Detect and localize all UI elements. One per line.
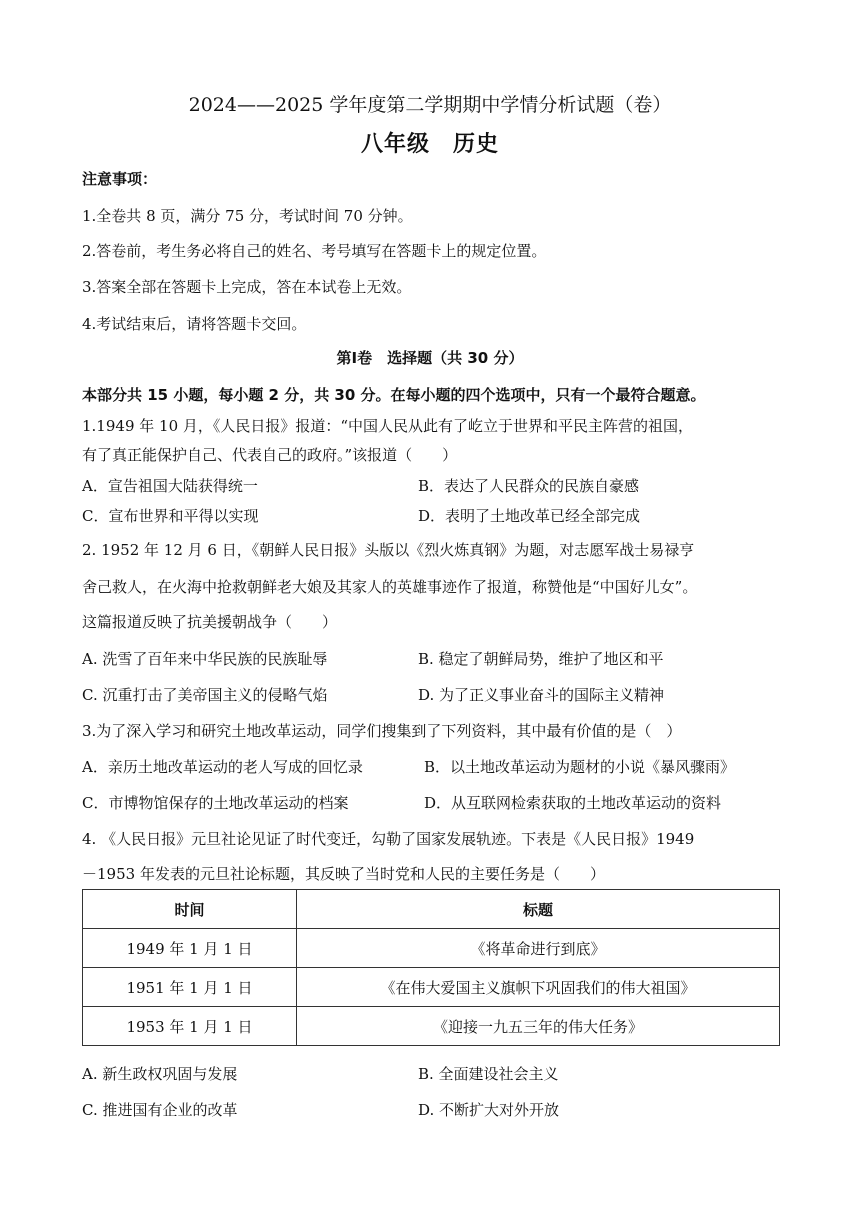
q4-option-a: A. 新生政权巩固与发展 [82,1065,238,1083]
section-heading: 第Ⅰ卷 选择题（共 30 分） [336,349,524,367]
table-row [83,968,780,1007]
q1-stem-line: 有了真正能保护自己、代表自己的政府。”该报道（ ） [82,446,458,464]
table-cell-date: 1951 年 1 月 1 日 [83,968,297,1007]
notice-item: 2.答卷前，考生务必将自己的姓名、考号填写在答题卡上的规定位置。 [82,242,547,260]
q2-option-a: A. 洗雪了百年来中华民族的民族耻辱 [82,650,328,668]
table-row [83,929,780,968]
exam-title: 2024——2025 学年度第二学期期中学情分析试题（卷） [188,94,672,116]
table-header-row [83,890,780,929]
q2-option-b: B. 稳定了朝鲜局势，维护了地区和平 [418,650,664,668]
table-cell-date: 1953 年 1 月 1 日 [83,1007,297,1046]
q4-option-d: D. 不断扩大对外开放 [418,1101,560,1119]
table-cell-date: 1949 年 1 月 1 日 [83,929,297,968]
q1-option-d: D．表明了土地改革已经全部完成 [418,507,641,525]
table-cell-title: 《迎接一九五三年的伟大任务》 [297,1007,780,1046]
q2-stem-line: 2. 1952 年 12 月 6 日，《朝鲜人民日报》头版以《烈火炼真钢》为题，对志愿军战士易禄亨 [82,541,695,559]
exam-subtitle: 八年级 历史 [360,132,499,157]
notice-heading: 注意事项： [82,170,158,188]
table-header-time: 时间 [83,890,297,929]
q2-option-d: D. 为了正义事业奋斗的国际主义精神 [418,686,665,704]
q3-option-d: D．从互联网检索获取的土地改革运动的资料 [424,794,722,812]
table-cell-title: 《将革命进行到底》 [297,929,780,968]
notice-item: 1.全卷共 8 页，满分 75 分，考试时间 70 分钟。 [82,207,413,225]
q4-stem-line: 4. 《人民日报》元旦社论见证了时代变迁，勾勒了国家发展轨迹。下表是《人民日报》1949 [82,830,695,848]
q3-option-b: B．以土地改革运动为题材的小说《暴风骤雨》 [424,758,736,776]
table-cell-title: 《在伟大爱国主义旗帜下巩固我们的伟大祖国》 [297,968,780,1007]
table-row [83,1007,780,1046]
q1-option-a: A．宣告祖国大陆获得统一 [82,477,258,495]
q3-option-a: A．亲历土地改革运动的老人写成的回忆录 [82,758,363,776]
q2-option-c: C. 沉重打击了美帝国主义的侵略气焰 [82,686,328,704]
q4-option-c: C. 推进国有企业的改革 [82,1101,238,1119]
q4-option-b: B. 全面建设社会主义 [418,1065,559,1083]
notice-item: 3.答案全部在答题卡上完成，答在本试卷上无效。 [82,278,412,296]
q4-stem-line: －1953 年发表的元旦社论标题，其反映了当时党和人民的主要任务是（ ） [82,865,605,883]
q3-option-c: C．市博物馆保存的土地改革运动的档案 [82,794,349,812]
q2-stem-line: 这篇报道反映了抗美援朝战争（ ） [82,613,338,631]
notice-item: 4.考试结束后，请将答题卡交回。 [82,315,307,333]
q1-option-b: B．表达了人民群众的民族自豪感 [418,477,640,495]
q3-stem-line: 3.为了深入学习和研究土地改革运动，同学们搜集到了下列资料，其中最有价值的是（ ） [82,722,682,740]
q1-option-c: C．宣布世界和平得以实现 [82,507,259,525]
q1-stem-line: 1.1949 年 10 月，《人民日报》报道：“中国人民从此有了屹立于世界和平民主阵营的祖国， [82,417,694,435]
editorial-table [82,889,780,1046]
q2-stem-line: 舍己救人，在火海中抢救朝鲜老大娘及其家人的英雄事迹作了报道，称赞他是“中国好儿女”。 [82,578,698,596]
table-header-title: 标题 [297,890,780,929]
section-instruction: 本部分共 15 小题，每小题 2 分，共 30 分。在每小题的四个选项中，只有一个最符合题意。 [82,386,706,404]
